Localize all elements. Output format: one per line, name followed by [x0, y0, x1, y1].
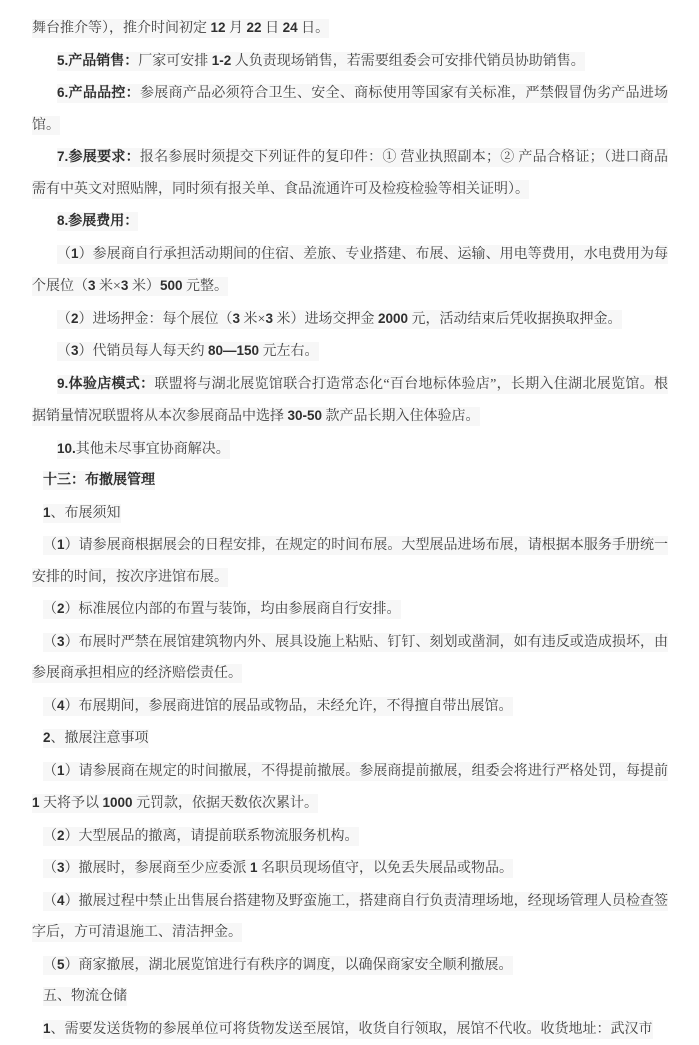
paragraph-text	[32, 536, 668, 587]
text-run: （3）代销员每人每天约 80—150 元左右。	[57, 344, 319, 359]
paragraph	[32, 885, 668, 949]
paragraph	[32, 465, 668, 497]
text-run: 参展商产品必须符合卫生、安全、商标使用等国家有关标准，严禁假冒伪劣产品进场馆。	[32, 86, 668, 133]
number: 3	[233, 311, 241, 326]
number: 7.	[57, 149, 68, 164]
number: 5	[57, 957, 65, 972]
paragraph	[32, 205, 668, 238]
text-run: （5）商家撤展，湖北展览馆进行有秩序的调度，以确保商家安全顺利撤展。	[43, 958, 513, 973]
paragraph-text	[57, 440, 230, 459]
number: 2	[57, 601, 65, 616]
text-run: 2、撤展注意事项	[43, 731, 149, 746]
paragraph	[32, 593, 668, 626]
paragraph	[32, 433, 668, 466]
paragraph	[32, 626, 668, 690]
paragraph-text	[57, 342, 319, 361]
number: 2	[71, 311, 79, 326]
text-run: 6.产品品控：	[57, 86, 140, 101]
number: 500	[160, 278, 183, 293]
number: 3	[265, 311, 273, 326]
paragraph	[32, 12, 668, 45]
text-run: （1）参展商自行承担活动期间的住宿、差旅、专业搭建、布展、运输、用电等费用，水电费用为每个展位（3 米×3 米）500 元整。	[32, 247, 668, 295]
number: 1	[32, 795, 40, 810]
text-run: 其他未尽事宜协商解决。	[76, 442, 230, 457]
text-run: 十三：布撤展管理	[43, 473, 155, 488]
text-run: 报名参展时须提交下列证件的复印件：① 营业执照副本；② 产品合格证；（进口商品需有中英文对照贴牌，同时须有报关单、食品流通许可及检疫检验等相关证明）。	[32, 150, 668, 197]
paragraph-text	[32, 633, 668, 684]
text-run: （2）大型展品的撤离，请提前联系物流服务机构。	[43, 829, 359, 844]
number: 80—150	[208, 343, 259, 358]
text-run: 厂家可安排 1-2 人负责现场销售，若需要组委会可安排代销员协助销售。	[138, 54, 585, 69]
paragraph-text	[43, 956, 513, 975]
paragraph-text	[32, 148, 668, 199]
paragraph	[32, 303, 668, 336]
text-run: 9.体验店模式：	[57, 377, 154, 392]
text-run: 五、物流仓储	[43, 989, 127, 1004]
number: 1	[43, 505, 51, 520]
paragraph-text	[32, 892, 668, 943]
paragraph-text	[57, 310, 622, 329]
paragraph	[32, 690, 668, 723]
number: 3	[121, 278, 129, 293]
paragraph-text	[57, 52, 585, 71]
text-run: 8.参展费用：	[57, 214, 138, 229]
number: 2	[43, 730, 51, 745]
text-run	[57, 442, 76, 457]
text-run: （1）请参展商在规定的时间撤展，不得提前撤展。参展商提前撤展，组委会将进行严格处罚，每提前 1 天将予以 1000 元罚款，依据天数依次累计。	[32, 764, 668, 812]
text-run: （2）进场押金：每个展位（3 米×3 米）进场交押金 2000 元，活动结束后凭收据换取押金。	[57, 312, 622, 327]
paragraph	[32, 755, 668, 820]
paragraph-text	[43, 1020, 653, 1039]
number: 1	[57, 763, 65, 778]
number: 1	[250, 860, 258, 875]
number: 1000	[103, 795, 133, 810]
number: 6.	[57, 85, 68, 100]
paragraph	[32, 529, 668, 593]
text-run: （2）标准展位内部的布置与装饰，均由参展商自行安排。	[43, 602, 401, 617]
number: 1	[43, 1021, 51, 1036]
number: 3	[57, 634, 65, 649]
text-run: 5.产品销售：	[57, 54, 138, 69]
paragraph	[32, 497, 668, 530]
number: 2000	[378, 311, 408, 326]
text-run: 1、需要发送货物的参展单位可将货物发送至展馆，收货自行领取，展馆不代收。收货地址：武汉市	[43, 1022, 653, 1037]
paragraph-text	[43, 697, 513, 716]
paragraph	[32, 368, 668, 433]
text-run: 1、布展须知	[43, 506, 121, 521]
paragraph-text	[43, 859, 513, 878]
text-run: （3）布展时严禁在展馆建筑物内外、展具设施上粘贴、钉钉、刻划或凿洞，如有违反或造成损坏，由参展商承担相应的经济赔偿责任。	[32, 635, 668, 682]
number: 2	[57, 828, 65, 843]
text-run: （4）撤展过程中禁止出售展台搭建物及野蛮施工，搭建商自行负责清理场地，经现场管理人员检查签字后，方可清退施工、清洁押金。	[32, 894, 668, 941]
number: 12	[211, 20, 226, 35]
number: 4	[57, 698, 65, 713]
paragraph	[32, 820, 668, 853]
number: 5.	[57, 53, 68, 68]
paragraph	[32, 45, 668, 78]
text-run: （3）撤展时，参展商至少应委派 1 名职员现场值守，以免丢失展品或物品。	[43, 861, 513, 876]
paragraph-text	[32, 375, 668, 427]
paragraph-text	[43, 987, 127, 1006]
text-run: 7.参展要求：	[57, 150, 140, 165]
number: 3	[71, 343, 79, 358]
paragraph	[32, 852, 668, 885]
text-run: （1）请参展商根据展会的日程安排，在规定的时间布展。大型展品进场布展，请根据本服务手册统一安排的时间，按次序进馆布展。	[32, 538, 668, 585]
number: 10.	[57, 441, 76, 456]
number: 9.	[57, 376, 68, 391]
number: 3	[57, 860, 65, 875]
text-run: （4）布展期间，参展商进馆的展品或物品，未经允许，不得擅自带出展馆。	[43, 699, 513, 714]
number: 8.	[57, 213, 68, 228]
paragraph-text	[43, 471, 155, 490]
number: 30-50	[288, 408, 323, 423]
paragraph-text	[43, 827, 359, 846]
paragraph-text	[43, 729, 149, 748]
paragraph	[32, 722, 668, 755]
number: 1	[71, 246, 79, 261]
paragraph	[32, 1013, 668, 1045]
text-run: 联盟将与湖北展览馆联合打造常态化“百台地标体验店”，长期入住湖北展览馆。根据销量情况联盟将从本次参展商品中选择 30-50 款产品长期入住体验店。	[32, 377, 668, 425]
number: 4	[57, 893, 65, 908]
paragraph-text	[32, 245, 668, 297]
number: 1-2	[212, 53, 232, 68]
paragraph	[32, 335, 668, 368]
paragraph	[32, 981, 668, 1013]
paragraph-text	[43, 600, 401, 619]
document-body	[32, 12, 668, 1045]
paragraph-text	[43, 504, 121, 523]
paragraph	[32, 949, 668, 982]
text-run: 舞台推介等），推介时间初定 12 月 22 日 24 日。	[32, 21, 329, 36]
paragraph-text	[32, 19, 329, 38]
paragraph-text	[57, 212, 138, 231]
number: 24	[283, 20, 298, 35]
number: 22	[247, 20, 262, 35]
paragraph-text	[32, 762, 668, 814]
number: 1	[57, 537, 65, 552]
paragraph	[32, 238, 668, 303]
paragraph-text	[32, 84, 668, 135]
number: 3	[88, 278, 96, 293]
paragraph	[32, 141, 668, 205]
paragraph	[32, 77, 668, 141]
